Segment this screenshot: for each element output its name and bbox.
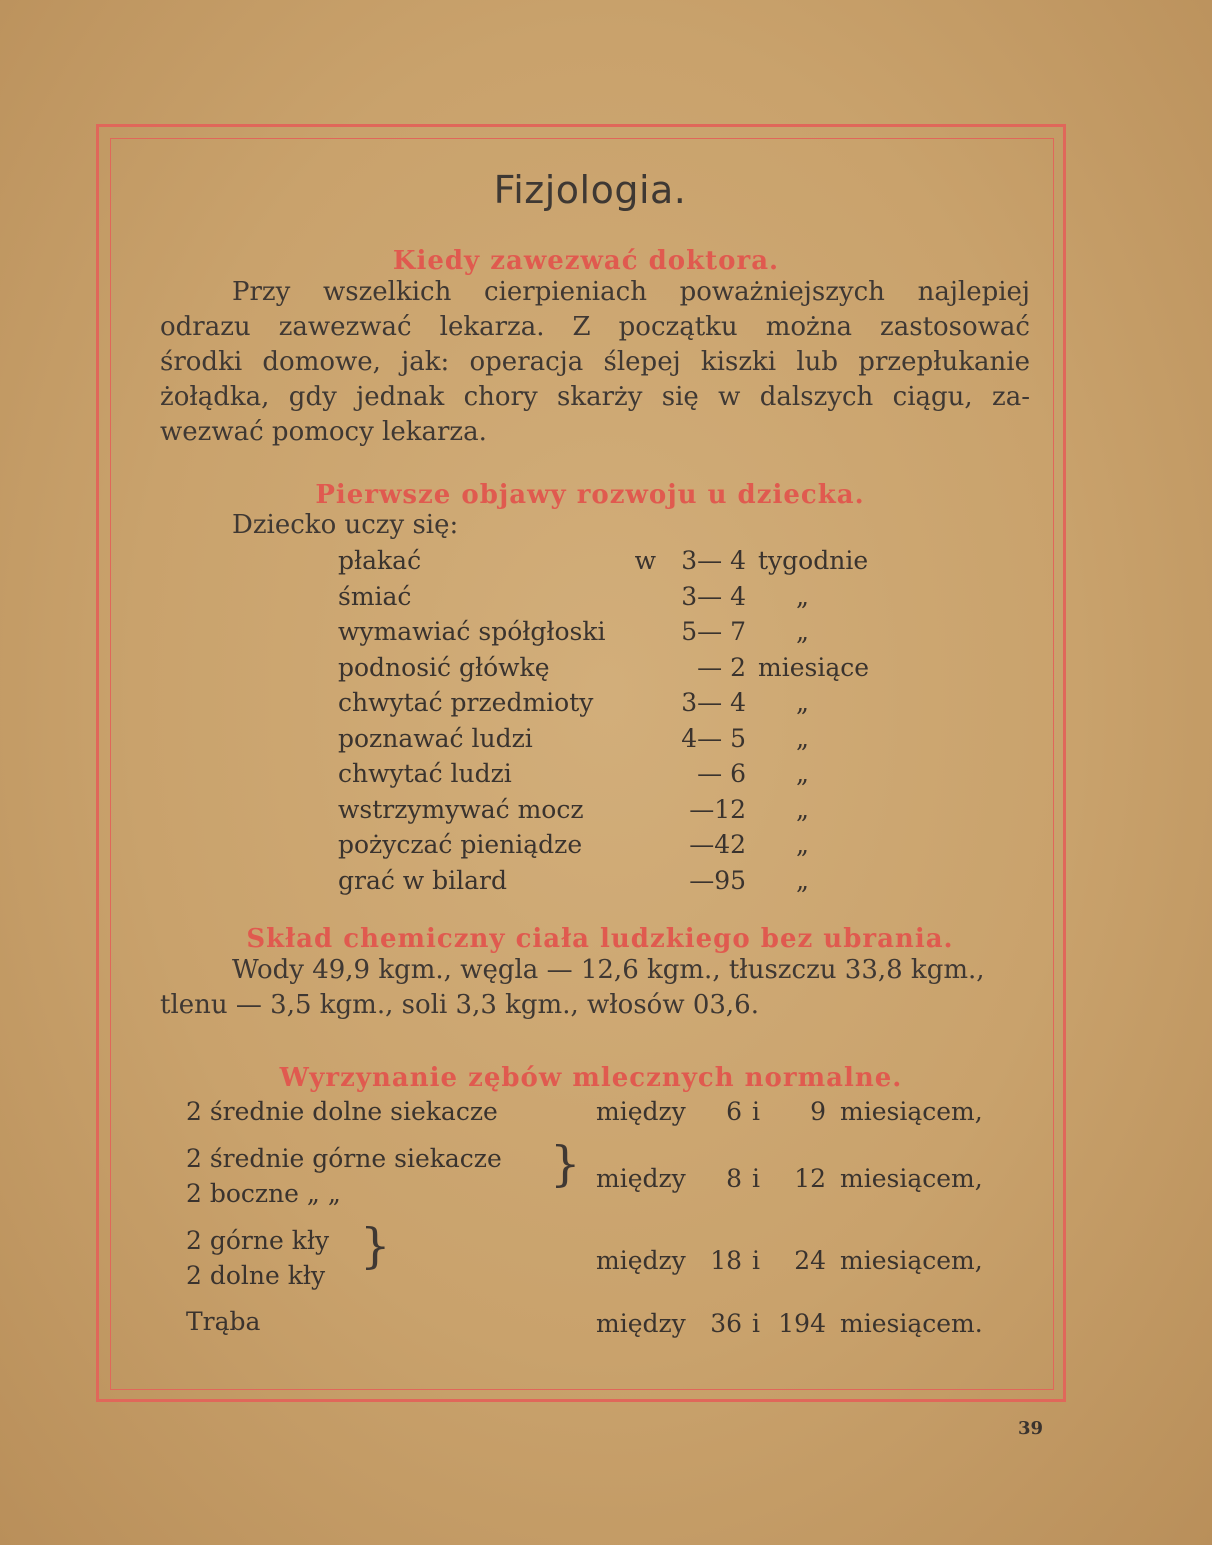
page-number: 39: [1018, 1418, 1044, 1439]
development-range: —42: [689, 830, 746, 859]
teeth-word: między: [596, 1246, 686, 1275]
chemistry-line-2: tlenu — 3,5 kgm., soli 3,3 kgm., włosów 03,6.: [160, 990, 759, 1020]
teeth-to: 12: [794, 1164, 826, 1193]
page-title: Fizjologia.: [493, 168, 687, 212]
development-unit: „: [796, 865, 809, 895]
teeth-to: 24: [794, 1246, 826, 1275]
development-unit: „: [796, 581, 809, 611]
development-range: 3— 4: [681, 688, 746, 717]
development-activity: pożyczać pieniądze: [338, 830, 583, 859]
teeth-item: 2 dolne kły: [186, 1261, 326, 1290]
teeth-from: 36: [710, 1309, 742, 1338]
development-activity: wymawiać spółgłoski: [338, 617, 606, 646]
paragraph-line: środki domowe, jak: operacja ślepej kiszki lub przepłukanie: [160, 347, 1030, 377]
development-activity: śmiać: [338, 581, 412, 611]
development-unit: „: [796, 688, 809, 717]
paragraph-line: Przy wszelkich cierpieniach poważniejszych najlepiej: [232, 277, 1030, 307]
development-activity: płakać: [338, 546, 422, 575]
teeth-unit: miesiącem,: [840, 1097, 983, 1126]
development-activity: grać w bilard: [338, 865, 508, 895]
teeth-to: 9: [810, 1097, 826, 1126]
teeth-item: Trąba: [186, 1307, 261, 1336]
development-range: 3— 4: [681, 581, 746, 611]
heading-teeth: Wyrzynanie zębów mlecznych normalne.: [279, 1063, 903, 1093]
development-activity: poznawać ludzi: [338, 723, 533, 753]
paragraph-line: żołądka, gdy jednak chory skarży się w dalszych ciągu, za-: [160, 382, 1030, 412]
heading-chemistry: Skład chemiczny ciała ludzkiego bez ubrania.: [246, 924, 954, 954]
paragraph-doctor: [160, 277, 1030, 452]
development-range: —95: [689, 865, 746, 895]
development-unit: miesiące: [758, 652, 870, 682]
development-range: 5— 7: [681, 617, 746, 646]
development-range: —12: [689, 794, 746, 824]
teeth-and: i: [752, 1164, 760, 1193]
teeth-to: 194: [778, 1309, 826, 1338]
teeth-unit: miesiącem,: [840, 1164, 983, 1193]
teeth-item: 2 średnie dolne siekacze: [186, 1097, 498, 1126]
teeth-and: i: [752, 1309, 760, 1338]
development-unit: „: [796, 794, 809, 824]
teeth-item: 2 górne kły: [186, 1226, 330, 1255]
teeth-and: i: [752, 1246, 760, 1275]
teeth-item: 2 średnie górne siekacze: [186, 1144, 502, 1173]
development-prefix: w: [634, 546, 656, 575]
teeth-and: i: [752, 1097, 760, 1126]
heading-development: Pierwsze objawy rozwoju u dziecka.: [315, 480, 865, 510]
development-unit: „: [796, 830, 809, 859]
development-range: 4— 5: [681, 723, 746, 753]
development-range: 3— 4: [681, 546, 746, 575]
teeth-from: 8: [726, 1164, 742, 1193]
teeth-word: między: [596, 1097, 686, 1126]
chemistry-line-1: Wody 49,9 kgm., węgla — 12,6 kgm., tłuszczu 33,8 kgm.,: [232, 955, 985, 985]
teeth-unit: miesiącem,: [840, 1246, 983, 1275]
paragraph-line: wezwać pomocy lekarza.: [160, 417, 487, 447]
heading-doctor: Kiedy zawezwać doktora.: [392, 246, 780, 276]
teeth-from: 6: [726, 1097, 742, 1126]
development-activity: podnosić główkę: [338, 652, 550, 682]
development-unit: „: [796, 723, 809, 753]
development-activity: wstrzymywać mocz: [338, 794, 584, 824]
development-activity: chwytać ludzi: [338, 759, 512, 788]
teeth-from: 18: [710, 1246, 742, 1275]
teeth-item: 2 boczne „ „: [186, 1179, 341, 1208]
development-range: — 6: [697, 759, 746, 788]
development-range: — 2: [697, 652, 746, 682]
development-unit: tygodnie: [758, 546, 869, 575]
brace-icon: }: [550, 1136, 581, 1192]
development-intro: Dziecko uczy się:: [232, 510, 459, 540]
teeth-word: między: [596, 1309, 686, 1338]
development-activity: chwytać przedmioty: [338, 688, 594, 717]
teeth-word: między: [596, 1164, 686, 1193]
paragraph-line: odrazu zawezwać lekarza. Z początku można zastosować: [160, 312, 1030, 342]
development-unit: „: [796, 617, 809, 646]
teeth-unit: miesiącem.: [840, 1309, 983, 1338]
development-unit: „: [796, 759, 809, 788]
brace-icon: }: [360, 1218, 391, 1274]
